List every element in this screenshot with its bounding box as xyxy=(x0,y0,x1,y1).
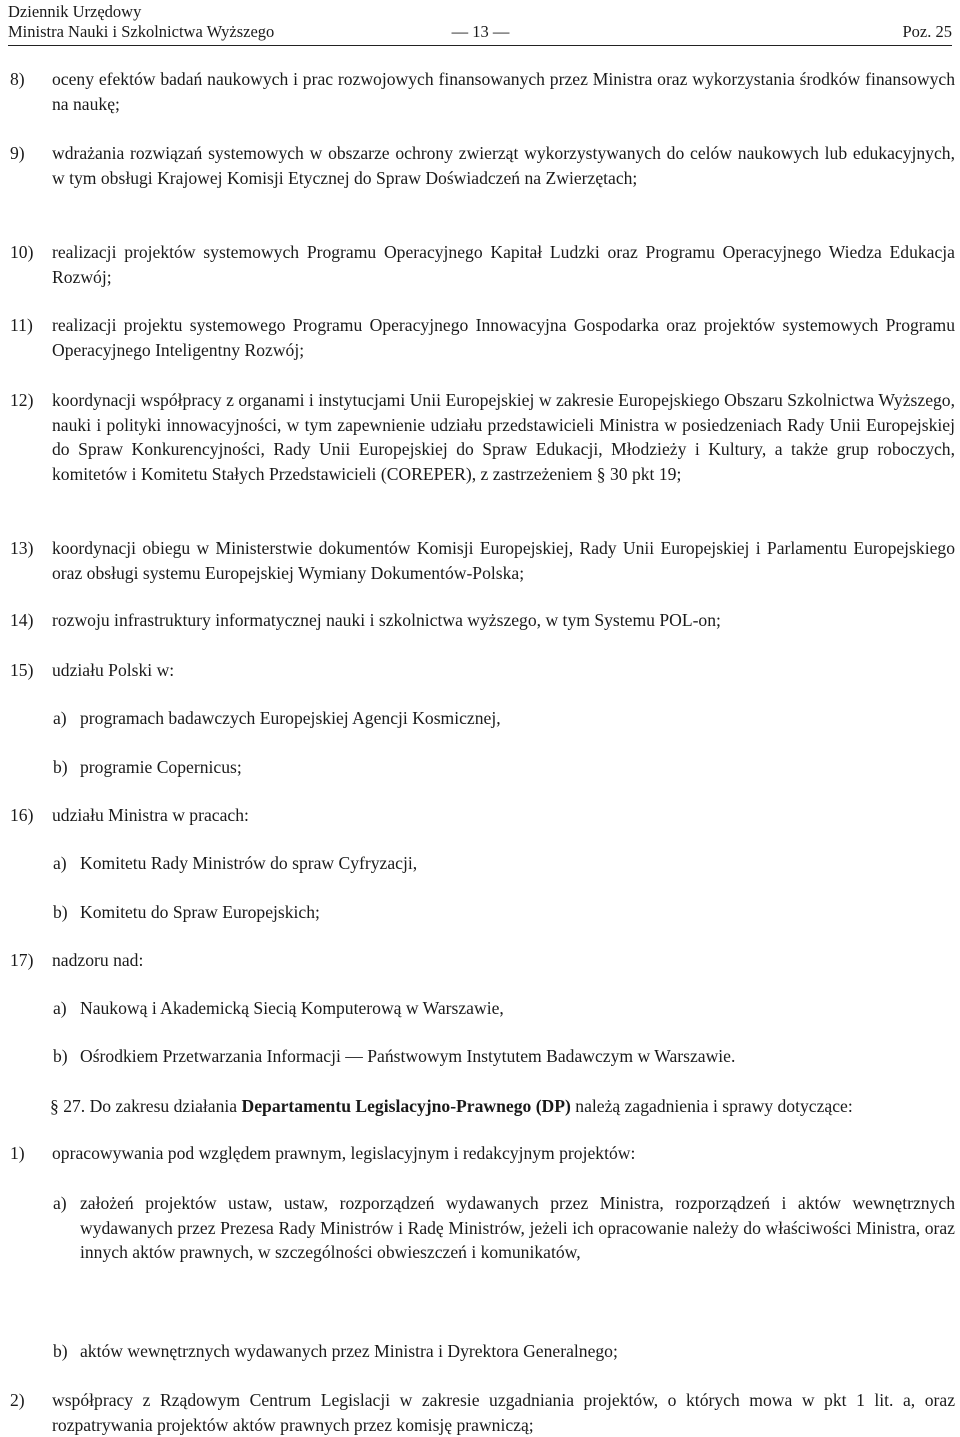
sub-item: Ośrodkiem Przetwarzania Informacji — Państwowym Instytutem Badawczym w Warszawie. xyxy=(80,1046,736,1066)
item-number: 9) xyxy=(10,143,25,163)
item-number: 17) xyxy=(10,950,34,970)
item-number: 11) xyxy=(10,315,33,335)
item-number: 16) xyxy=(10,805,34,825)
item-number: 12) xyxy=(10,390,34,410)
journal-title: Dziennik Urzędowy xyxy=(8,2,142,21)
sub-item: założeń projektów ustaw, ustaw, rozporządzeń wydawanych przez Ministra, rozporządzeń i aktów wewnętrznych wydawanych przez Prezesa Rady Ministrów i Radę Ministrów, jeżeli ich opracowanie należy do właściwości Ministra, oraz innych aktów prawnych, w szczególności obwieszczeń i komunikatów, xyxy=(80,1193,955,1262)
sub-item: Naukową i Akademicką Siecią Komputerową w Warszawie, xyxy=(80,998,504,1018)
sub-item: Komitetu do Spraw Europejskich; xyxy=(80,902,320,922)
page-number: — 13 — xyxy=(451,22,510,41)
list-item: udziału Ministra w pracach: xyxy=(52,805,249,825)
section-27-intro xyxy=(10,1094,955,1119)
list-item: oceny efektów badań naukowych i prac rozwojowych finansowanych przez Ministra oraz wykorzystania środków finansowych na naukę; xyxy=(52,69,955,114)
sub-item: programie Copernicus; xyxy=(80,757,242,777)
subitem-letter: a) xyxy=(53,998,67,1018)
subitem-letter: b) xyxy=(53,757,68,777)
sub-item: aktów wewnętrznych wydawanych przez Ministra i Dyrektora Generalnego; xyxy=(80,1341,618,1361)
list-item: opracowywania pod względem prawnym, legislacyjnym i redakcyjnym projektów: xyxy=(52,1143,636,1163)
position-number: Poz. 25 xyxy=(902,22,952,41)
ministry-name: Ministra Nauki i Szkolnictwa Wyższego xyxy=(8,22,275,41)
subitem-letter: a) xyxy=(53,853,67,873)
subitem-letter: b) xyxy=(53,1046,68,1066)
header-rule xyxy=(8,45,952,46)
list-item: rozwoju infrastruktury informatycznej nauki i szkolnictwa wyższego, w tym Systemu POL-on; xyxy=(52,610,721,630)
department-name: Departamentu Legislacyjno-Prawnego (DP) xyxy=(241,1096,571,1116)
item-number: 2) xyxy=(10,1390,25,1410)
list-item: współpracy z Rządowym Centrum Legislacji w zakresie uzgadniania projektów, o których mowa w pkt 1 lit. a, oraz rozpatrywania projektów aktów prawnych przez komisję prawniczą; xyxy=(52,1390,955,1435)
subitem-letter: a) xyxy=(53,708,67,728)
item-number: 14) xyxy=(10,610,34,630)
section-lead: Do zakresu działania xyxy=(89,1096,238,1116)
list-item: koordynacji obiegu w Ministerstwie dokumentów Komisji Europejskiej, Rady Unii Europejskiej i Parlamentu Europejskiego oraz obsługi systemu Europejskiej Wymiany Dokumentów-Polska; xyxy=(52,538,955,583)
section-rest: należą zagadnienia i sprawy dotyczące: xyxy=(575,1096,853,1116)
sub-item: programach badawczych Europejskiej Agencji Kosmicznej, xyxy=(80,708,501,728)
subitem-letter: b) xyxy=(53,1341,68,1361)
subitem-letter: a) xyxy=(53,1193,67,1213)
list-item: realizacji projektu systemowego Programu Operacyjnego Innowacyjna Gospodarka oraz projektów systemowych Programu Operacyjnego Inteligentny Rozwój; xyxy=(52,315,955,360)
sub-item: Komitetu Rady Ministrów do spraw Cyfryzacji, xyxy=(80,853,418,873)
section-sign: § 27. xyxy=(50,1096,86,1116)
list-item: koordynacji współpracy z organami i instytucjami Unii Europejskiej w zakresie Europejskiego Obszaru Szkolnictwa Wyższego, nauki i polityki innowacyjności, w tym zapewnienie udziału przedstawicieli Ministra w posiedzeniach Rady Unii Europejskiej do Spraw Konkurencyjności, Rady Unii Europejskiej do Spraw Edukacji, Młodzieży i Kultury, a także grup roboczych, komitetów i Komitetu Stałych Przedstawicieli (COREPER), z zastrzeżeniem § 30 pkt 19; xyxy=(52,390,955,484)
list-item: wdrażania rozwiązań systemowych w obszarze ochrony zwierząt wykorzystywanych do celów naukowych lub edukacyjnych, w tym obsługi Krajowej Komisji Etycznej do Spraw Doświadczeń na Zwierzętach; xyxy=(52,143,955,188)
item-number: 13) xyxy=(10,538,34,558)
list-item: nadzoru nad: xyxy=(52,950,144,970)
item-number: 10) xyxy=(10,242,34,262)
item-number: 8) xyxy=(10,69,25,89)
item-number: 15) xyxy=(10,660,34,680)
subitem-letter: b) xyxy=(53,902,68,922)
item-number: 1) xyxy=(10,1143,25,1163)
list-item: realizacji projektów systemowych Programu Operacyjnego Kapitał Ludzki oraz Programu Operacyjnego Wiedza Edukacja Rozwój; xyxy=(52,242,955,287)
list-item: udziału Polski w: xyxy=(52,660,175,680)
page-header xyxy=(8,0,952,46)
